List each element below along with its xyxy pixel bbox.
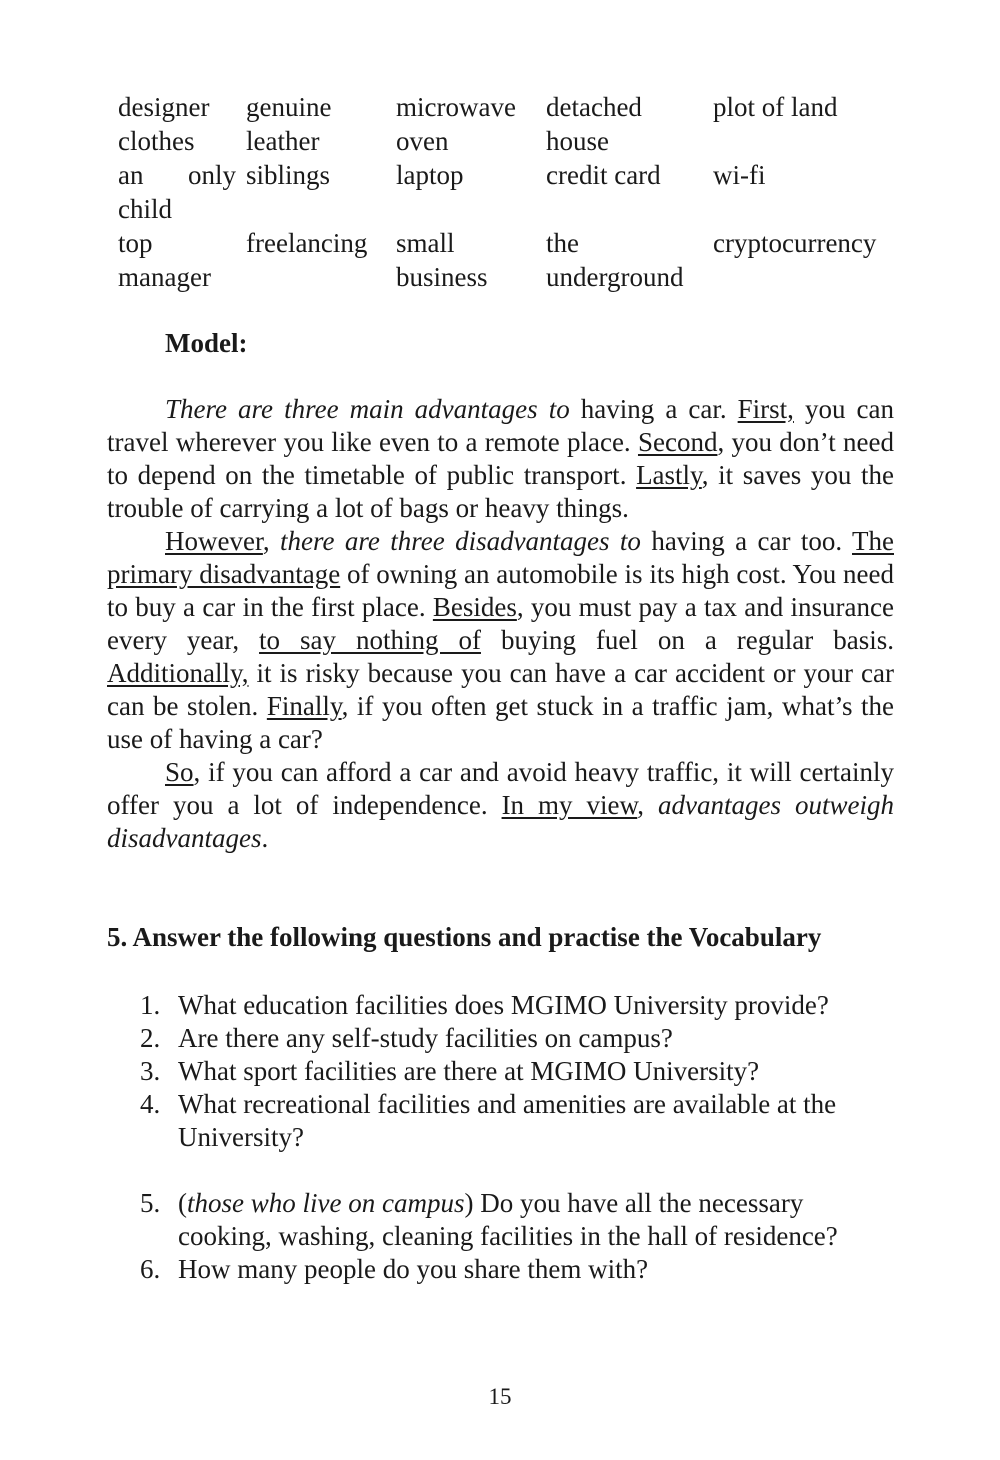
vocab-cell: the underground xyxy=(546,228,684,292)
question-text: What education facilities does MGIMO University provide? xyxy=(178,990,829,1020)
question-number: 6. xyxy=(140,1254,161,1284)
vocab-cell: freelancing xyxy=(246,228,368,258)
question-text: How many people do you share them with? xyxy=(178,1254,649,1284)
model-paragraph-advantages: There are three main advantages to having a car. First, you can travel wherever you like even to a remote place. Second, you don’t need to depend on the timetable of public transport. Lastly, it saves you the trouble of carrying a lot of bags or heavy things. xyxy=(107,394,895,523)
question-note: those who live on campus xyxy=(187,1188,465,1218)
question-number: 1. xyxy=(140,990,161,1020)
question-list xyxy=(140,989,900,1286)
vocab-cell: credit card xyxy=(546,160,661,190)
vocab-cell: cryptocurrency xyxy=(713,228,877,258)
vocabulary-row xyxy=(108,90,903,158)
vocab-cell: wi-fi xyxy=(713,160,766,190)
model-text xyxy=(107,393,894,855)
list-item xyxy=(140,1088,900,1154)
question-number: 4. xyxy=(140,1089,161,1119)
vocab-cell: genuine leather xyxy=(246,92,332,156)
vocab-cell: siblings xyxy=(246,160,331,190)
vocab-cell: microwave oven xyxy=(396,92,516,156)
list-item xyxy=(140,1055,900,1088)
vocab-cell: designer clothes xyxy=(118,92,210,156)
list-item xyxy=(140,989,900,1022)
vocabulary-row xyxy=(108,158,903,226)
vocab-cell: small business xyxy=(396,228,488,292)
question-text: What recreational facilities and amenities are available at the University? xyxy=(178,1089,837,1152)
vocab-cell: laptop xyxy=(396,160,464,190)
model-paragraph-disadvantages: However, there are three disadvantages to having a car too. The primary disadvantage of owning an automobile is its high cost. You need to buy a car in the first place. Besides, you must pay a tax and insurance every year, to say nothing of buying fuel on a regular basis. Additionally, it is risky because you can have a car accident or your car can be stolen. Finally, if you often get stuck in a traffic jam, what’s the use of having a car? xyxy=(107,526,894,754)
list-item xyxy=(140,1253,900,1286)
list-item xyxy=(140,1022,900,1055)
question-text: Are there any self-study facilities on campus? xyxy=(178,1023,673,1053)
exercise-heading: 5. Answer the following questions and practise the Vocabulary xyxy=(107,922,822,952)
question-number: 2. xyxy=(140,1023,161,1053)
question-number: 3. xyxy=(140,1056,161,1086)
model-paragraph-conclusion: So, if you can afford a car and avoid heavy traffic, it will certainly offer you a lot of independence. In my view, advantages outweigh disadvantages. xyxy=(107,757,894,853)
question-text: What sport facilities are there at MGIMO University? xyxy=(178,1056,760,1086)
question-number: 5. xyxy=(140,1188,161,1218)
vocabulary-table xyxy=(108,90,903,294)
model-heading: Model: xyxy=(165,328,248,358)
question-text: Do you have all the necessary cooking, washing, cleaning facilities in the hall of residence? xyxy=(178,1188,838,1251)
vocab-cell: plot of land xyxy=(713,92,838,122)
vocab-cell: top manager xyxy=(118,228,211,292)
vocabulary-row xyxy=(108,226,903,294)
vocab-cell: detached house xyxy=(546,92,642,156)
vocab-cell: an only child xyxy=(118,160,236,224)
page-number: 15 xyxy=(488,1384,512,1409)
list-item: 5. (those who live on campus) Do you have all the necessary cooking, washing, cleaning facilities in the hall of residence? xyxy=(140,1188,838,1251)
